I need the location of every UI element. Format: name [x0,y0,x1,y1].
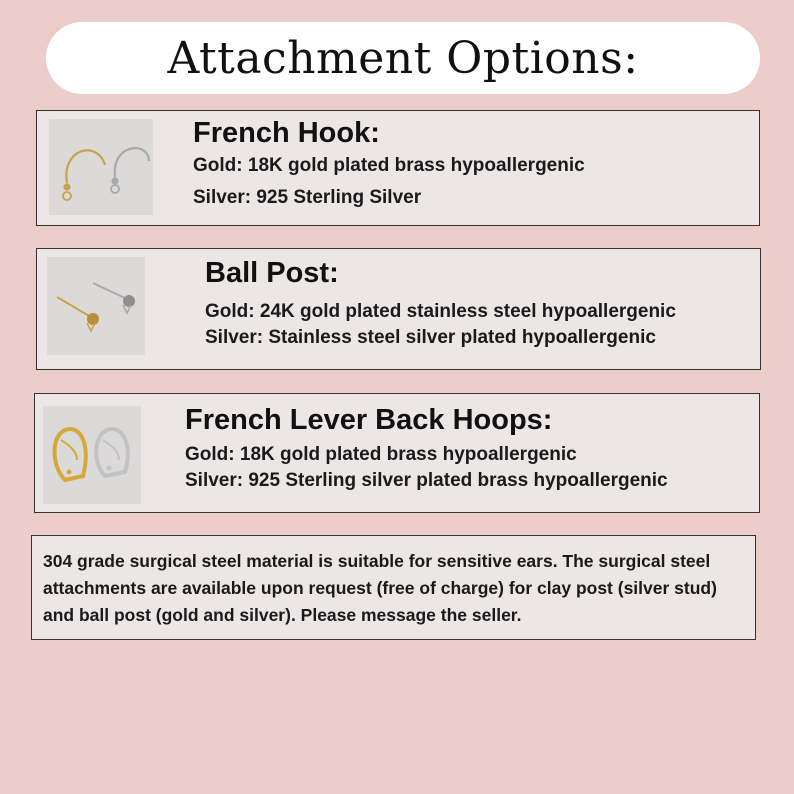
option-heading: French Hook: [193,117,380,149]
option-silver-text: Silver: 925 Sterling silver plated brass hypoallergenic [185,470,668,491]
french-hook-icon [49,119,153,215]
option-gold-text: Gold: 24K gold plated stainless steel hypoallergenic [205,301,676,322]
option-gold-text: Gold: 18K gold plated brass hypoallergenic [185,444,577,465]
lever-back-photo [43,406,141,504]
option-card-french-hook [36,110,760,226]
ball-post-photo [47,257,145,355]
surgical-steel-note: 304 grade surgical steel material is suitable for sensitive ears. The surgical steel attachments are available upon request (free of charge) for clay post (silver stud) and ball post (gold and silver). Please message the seller. [31,535,756,640]
option-heading: Ball Post: [205,257,339,289]
option-card-lever-back [34,393,760,513]
page-title: Attachment Options: [167,32,639,84]
option-gold-text: Gold: 18K gold plated brass hypoallergenic [193,155,585,176]
option-silver-text: Silver: Stainless steel silver plated hypoallergenic [205,327,656,348]
title-banner [46,22,760,94]
french-hook-photo [49,119,153,215]
option-heading: French Lever Back Hoops: [185,404,553,436]
option-silver-text: Silver: 925 Sterling Silver [193,187,422,208]
option-card-ball-post [36,248,761,370]
ball-post-icon [47,257,145,355]
lever-back-icon [43,406,141,504]
